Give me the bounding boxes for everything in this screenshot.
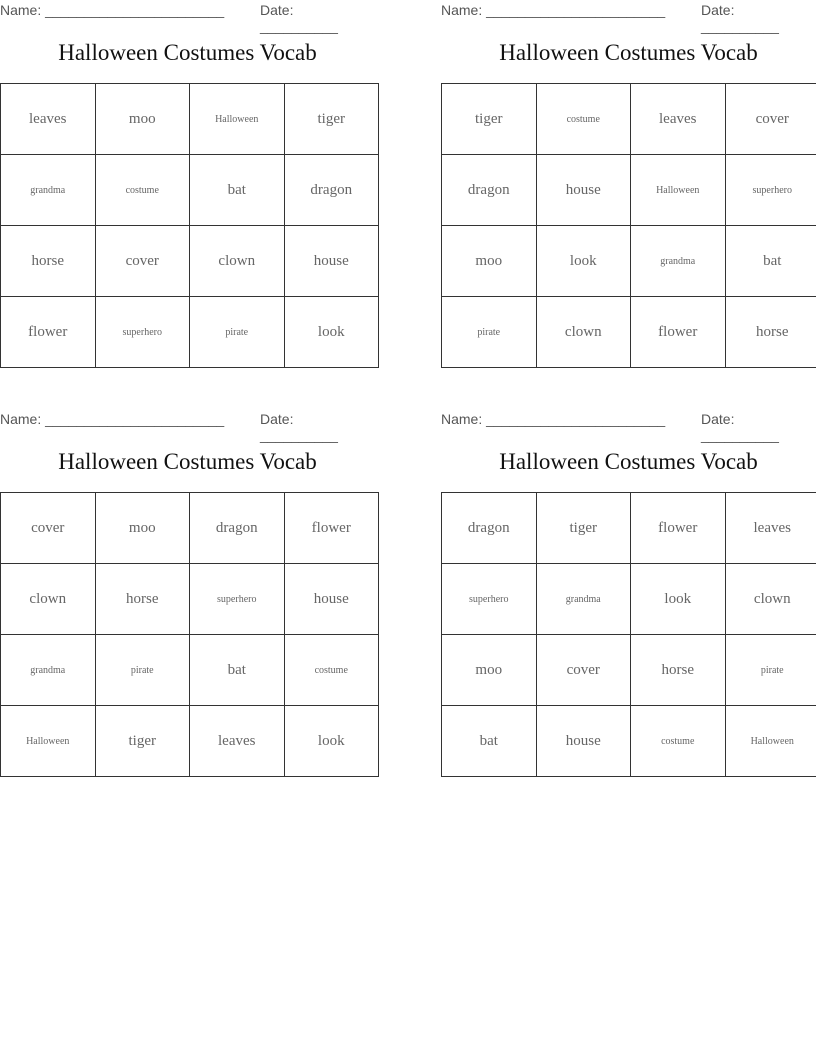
grid-row (442, 564, 816, 635)
bingo-grid (0, 83, 379, 368)
grid-cell: cover (95, 226, 190, 297)
name-field-label: Name: _______________________ (441, 411, 666, 427)
card-title: Halloween Costumes Vocab (58, 449, 317, 474)
grid-cell: house (536, 706, 631, 777)
bingo-card (0, 0, 375, 340)
grid-cell: superhero (95, 297, 190, 368)
grid-cell: cover (536, 635, 631, 706)
grid-row (1, 635, 379, 706)
grid-cell: house (284, 564, 379, 635)
grid-cell: flower (1, 297, 96, 368)
grid-cell: moo (95, 84, 190, 155)
grid-cell: grandma (536, 564, 631, 635)
grid-row (442, 84, 816, 155)
grid-cell: superhero (725, 155, 816, 226)
card-header (441, 0, 816, 34)
grid-cell: flower (631, 297, 726, 368)
grid-cell: pirate (95, 635, 190, 706)
name-field-label: Name: _______________________ (0, 2, 225, 18)
grid-cell: costume (536, 84, 631, 155)
grid-cell: tiger (536, 493, 631, 564)
grid-row (1, 84, 379, 155)
grid-cell: dragon (190, 493, 285, 564)
grid-cell: horse (725, 297, 816, 368)
grid-cell: clown (190, 226, 285, 297)
grid-cell: horse (1, 226, 96, 297)
grid-row (1, 706, 379, 777)
bingo-card (441, 0, 816, 340)
grid-cell: Halloween (725, 706, 816, 777)
grid-cell: superhero (190, 564, 285, 635)
grid-cell: horse (631, 635, 726, 706)
grid-cell: leaves (725, 493, 816, 564)
grid-row (442, 493, 816, 564)
grid-cell: bat (190, 635, 285, 706)
grid-cell: clown (1, 564, 96, 635)
grid-cell: look (631, 564, 726, 635)
date-field-label: Date: __________ (701, 411, 779, 443)
grid-cell: bat (725, 226, 816, 297)
grid-cell: moo (442, 635, 537, 706)
bingo-grid (0, 492, 379, 777)
grid-row (1, 155, 379, 226)
grid-cell: pirate (725, 635, 816, 706)
grid-cell: house (284, 226, 379, 297)
grid-cell: grandma (1, 635, 96, 706)
grid-cell: dragon (442, 155, 537, 226)
date-field-label: Date: __________ (260, 411, 338, 443)
bingo-grid (441, 83, 816, 368)
grid-cell: leaves (1, 84, 96, 155)
card-title: Halloween Costumes Vocab (499, 449, 758, 474)
name-field-label: Name: _______________________ (0, 411, 225, 427)
grid-cell: bat (190, 155, 285, 226)
grid-cell: grandma (1, 155, 96, 226)
grid-cell: look (284, 297, 379, 368)
grid-cell: grandma (631, 226, 726, 297)
grid-row (442, 706, 816, 777)
card-title: Halloween Costumes Vocab (499, 40, 758, 65)
grid-cell: cover (725, 84, 816, 155)
grid-cell: flower (284, 493, 379, 564)
grid-cell: leaves (631, 84, 726, 155)
grid-cell: costume (284, 635, 379, 706)
grid-cell: costume (95, 155, 190, 226)
grid-cell: look (284, 706, 379, 777)
grid-cell: pirate (190, 297, 285, 368)
grid-cell: tiger (95, 706, 190, 777)
grid-cell: clown (536, 297, 631, 368)
grid-cell: leaves (190, 706, 285, 777)
grid-row (442, 155, 816, 226)
grid-cell: tiger (284, 84, 379, 155)
name-field-label: Name: _______________________ (441, 2, 666, 18)
grid-cell: superhero (442, 564, 537, 635)
grid-cell: costume (631, 706, 726, 777)
grid-cell: bat (442, 706, 537, 777)
grid-cell: horse (95, 564, 190, 635)
grid-row (1, 564, 379, 635)
grid-row (442, 297, 816, 368)
bingo-card (441, 409, 816, 749)
grid-cell: dragon (284, 155, 379, 226)
grid-cell: Halloween (1, 706, 96, 777)
grid-row (1, 493, 379, 564)
grid-cell: moo (442, 226, 537, 297)
grid-row (1, 226, 379, 297)
grid-cell: cover (1, 493, 96, 564)
date-field-label: Date: __________ (701, 2, 779, 34)
date-field-label: Date: __________ (260, 2, 338, 34)
grid-cell: pirate (442, 297, 537, 368)
grid-cell: Halloween (631, 155, 726, 226)
grid-row (1, 297, 379, 368)
card-title: Halloween Costumes Vocab (58, 40, 317, 65)
card-header (0, 409, 375, 443)
grid-row (442, 226, 816, 297)
grid-cell: flower (631, 493, 726, 564)
grid-cell: moo (95, 493, 190, 564)
bingo-card (0, 409, 375, 749)
grid-cell: tiger (442, 84, 537, 155)
grid-cell: look (536, 226, 631, 297)
grid-cell: clown (725, 564, 816, 635)
grid-cell: house (536, 155, 631, 226)
card-header (441, 409, 816, 443)
grid-cell: dragon (442, 493, 537, 564)
grid-row (442, 635, 816, 706)
card-header (0, 0, 375, 34)
bingo-grid (441, 492, 816, 777)
grid-cell: Halloween (190, 84, 285, 155)
